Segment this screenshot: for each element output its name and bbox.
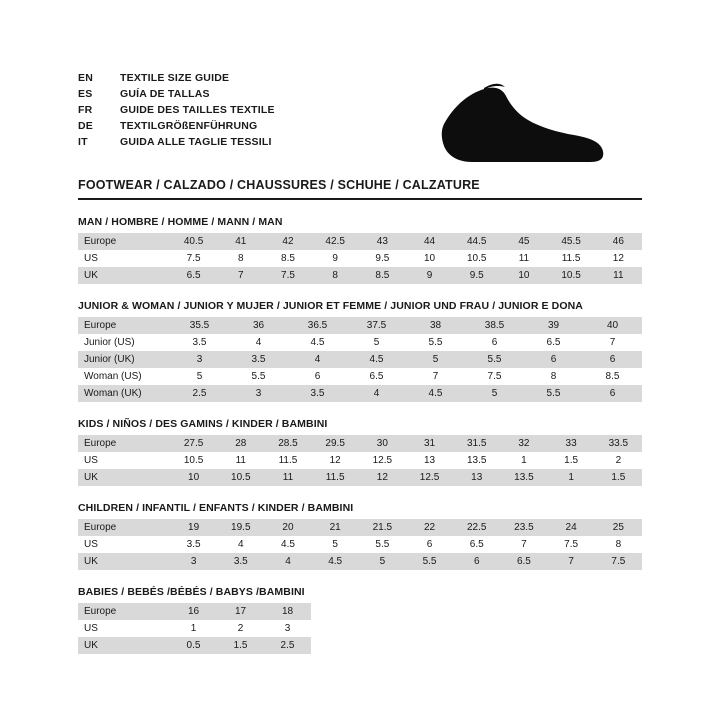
cell: 5.5 xyxy=(251,371,266,382)
language-code: FR xyxy=(78,104,93,116)
cell: 2 xyxy=(615,455,622,466)
section-title: JUNIOR & WOMAN / JUNIOR Y MUJER / JUNIOR ET FEMME / JUNIOR UND FRAU / JUNIOR E DONA xyxy=(78,300,583,312)
cell: 3.5 xyxy=(192,337,207,348)
cell: 3.5 xyxy=(229,351,288,368)
cell: 10.5 xyxy=(466,253,487,264)
language-row xyxy=(78,102,275,118)
cell: 3.5 xyxy=(288,385,347,402)
section-title: KIDS / NIÑOS / DES GAMINS / KINDER / BAMBINI xyxy=(78,418,328,430)
cell: 37.5 xyxy=(347,317,406,334)
cell: 16 xyxy=(170,603,217,620)
row-label: Woman (US) xyxy=(84,371,142,382)
cell: 10 xyxy=(423,253,436,264)
language-title: TEXTILGRÖßENFÜHRUNG xyxy=(120,120,258,132)
cell: 6.5 xyxy=(546,337,561,348)
cell: 7 xyxy=(609,337,616,348)
cell: 2.5 xyxy=(264,637,311,654)
cell: 3 xyxy=(170,553,217,570)
cell: 22 xyxy=(406,519,453,536)
cell: 3 xyxy=(229,385,288,402)
cell: 12 xyxy=(612,253,624,264)
table-row xyxy=(78,637,311,654)
row-label: Junior (UK) xyxy=(78,351,170,368)
cell: 9 xyxy=(332,253,338,264)
section-junior-woman xyxy=(78,300,642,402)
cell: 29.5 xyxy=(312,435,359,452)
cell: 10.5 xyxy=(548,267,595,284)
cell: 12.5 xyxy=(406,469,453,486)
cell: 31.5 xyxy=(453,435,500,452)
size-table-babies xyxy=(78,603,311,654)
size-table-man xyxy=(78,233,642,284)
header-divider xyxy=(78,198,642,200)
language-title: GUIDA ALLE TAGLIE TESSILI xyxy=(120,136,272,148)
cell: 6 xyxy=(491,337,498,348)
cell: 28 xyxy=(217,435,264,452)
section-children xyxy=(78,502,642,570)
table-row xyxy=(78,469,642,486)
table-row xyxy=(78,317,642,334)
table-row xyxy=(78,553,642,570)
header xyxy=(78,70,642,162)
row-label: US xyxy=(84,623,98,634)
table-row xyxy=(78,267,642,284)
cell: 1.5 xyxy=(564,455,579,466)
table-row xyxy=(78,368,642,385)
cell: 11 xyxy=(264,469,311,486)
cell: 44.5 xyxy=(453,233,500,250)
cell: 0.5 xyxy=(170,637,217,654)
cell: 5.5 xyxy=(406,553,453,570)
cell: 27.5 xyxy=(170,435,217,452)
cell: 3.5 xyxy=(186,539,201,550)
cell: 25 xyxy=(595,519,642,536)
cell: 7.5 xyxy=(186,253,201,264)
cell: 6 xyxy=(583,351,642,368)
cell: 8 xyxy=(550,371,557,382)
cell: 1.5 xyxy=(595,469,642,486)
cell: 22.5 xyxy=(453,519,500,536)
cell: 42 xyxy=(264,233,311,250)
cell: 32 xyxy=(500,435,547,452)
cell: 19 xyxy=(170,519,217,536)
category-title: FOOTWEAR / CALZADO / CHAUSSURES / SCHUHE / CALZATURE xyxy=(78,178,480,192)
cell: 7 xyxy=(432,371,439,382)
row-label: US xyxy=(84,539,98,550)
language-title: GUIDE DES TAILLES TEXTILE xyxy=(120,104,275,116)
cell: 11.5 xyxy=(561,253,581,264)
language-title-table xyxy=(78,70,275,150)
table-row xyxy=(78,250,642,267)
language-title: TEXTILE SIZE GUIDE xyxy=(120,72,230,84)
table-row xyxy=(78,435,642,452)
cell: 7 xyxy=(548,553,595,570)
cell: 5.5 xyxy=(524,385,583,402)
dress-shoe-icon xyxy=(432,78,632,168)
cell: 5 xyxy=(406,351,465,368)
cell: 31 xyxy=(406,435,453,452)
cell: 8.5 xyxy=(359,267,406,284)
cell: 4.5 xyxy=(281,539,295,550)
cell: 13.5 xyxy=(466,455,487,466)
cell: 45 xyxy=(500,233,547,250)
cell: 4 xyxy=(288,351,347,368)
language-code: DE xyxy=(78,120,93,132)
cell: 10 xyxy=(170,469,217,486)
cell: 3 xyxy=(284,623,291,634)
row-label: UK xyxy=(78,553,170,570)
row-label: Europe xyxy=(78,603,170,620)
cell: 45.5 xyxy=(548,233,595,250)
language-row xyxy=(78,134,275,150)
table-row xyxy=(78,536,642,553)
cell: 6 xyxy=(314,371,321,382)
table-row xyxy=(78,620,311,637)
cell: 40 xyxy=(583,317,642,334)
cell: 5 xyxy=(359,553,406,570)
cell: 4.5 xyxy=(312,553,359,570)
cell: 5.5 xyxy=(375,539,390,550)
cell: 6.5 xyxy=(469,539,484,550)
cell: 8 xyxy=(312,267,359,284)
cell: 39 xyxy=(524,317,583,334)
cell: 4 xyxy=(238,539,244,550)
table-row xyxy=(78,334,642,351)
cell: 40.5 xyxy=(170,233,217,250)
cell: 6 xyxy=(583,385,642,402)
cell: 5 xyxy=(465,385,524,402)
row-label: US xyxy=(84,455,98,466)
cell: 2 xyxy=(237,623,244,634)
section-title: CHILDREN / INFANTIL / ENFANTS / KINDER / BAMBINI xyxy=(78,502,354,514)
cell: 20 xyxy=(264,519,311,536)
cell: 3 xyxy=(170,351,229,368)
cell: 1.5 xyxy=(217,637,264,654)
language-code: ES xyxy=(78,88,93,100)
cell: 8 xyxy=(615,539,622,550)
cell: 6.5 xyxy=(369,371,384,382)
section-man xyxy=(78,216,642,284)
cell: 5 xyxy=(196,371,203,382)
cell: 10.5 xyxy=(217,469,264,486)
cell: 11.5 xyxy=(278,455,298,466)
row-label: Europe xyxy=(78,317,170,334)
language-code: EN xyxy=(78,72,93,84)
cell: 42.5 xyxy=(312,233,359,250)
cell: 13.5 xyxy=(500,469,547,486)
table-row xyxy=(78,519,642,536)
cell: 4.5 xyxy=(406,385,465,402)
cell: 38.5 xyxy=(465,317,524,334)
cell: 8.5 xyxy=(281,253,295,264)
row-label: Junior (US) xyxy=(84,337,135,348)
cell: 19.5 xyxy=(217,519,264,536)
cell: 7.5 xyxy=(487,371,502,382)
language-row xyxy=(78,118,275,134)
cell: 5.5 xyxy=(428,337,443,348)
row-label: UK xyxy=(78,267,170,284)
table-row xyxy=(78,385,642,402)
cell: 6.5 xyxy=(170,267,217,284)
cell: 33 xyxy=(548,435,595,452)
cell: 13 xyxy=(423,455,436,466)
cell: 38 xyxy=(406,317,465,334)
cell: 5 xyxy=(373,337,380,348)
cell: 10.5 xyxy=(183,455,204,466)
cell: 43 xyxy=(359,233,406,250)
cell: 12 xyxy=(329,455,341,466)
cell: 35.5 xyxy=(170,317,229,334)
cell: 6 xyxy=(524,351,583,368)
cell: 8.5 xyxy=(605,371,620,382)
table-row xyxy=(78,603,311,620)
cell: 9.5 xyxy=(375,253,390,264)
cell: 24 xyxy=(548,519,595,536)
cell: 6 xyxy=(453,553,500,570)
cell: 6 xyxy=(426,539,433,550)
cell: 13 xyxy=(453,469,500,486)
row-label: Europe xyxy=(78,435,170,452)
section-kids xyxy=(78,418,642,486)
cell: 4 xyxy=(347,385,406,402)
cell: 7.5 xyxy=(595,553,642,570)
cell: 10 xyxy=(500,267,547,284)
cell: 33.5 xyxy=(595,435,642,452)
cell: 1 xyxy=(521,455,527,466)
cell: 4 xyxy=(255,337,262,348)
size-table-children xyxy=(78,519,642,570)
cell: 36 xyxy=(229,317,288,334)
cell: 17 xyxy=(217,603,264,620)
cell: 6.5 xyxy=(500,553,547,570)
cell: 7.5 xyxy=(264,267,311,284)
language-rows xyxy=(78,70,275,150)
cell: 11 xyxy=(235,455,246,466)
cell: 4.5 xyxy=(347,351,406,368)
section-title: BABIES / BEBÉS /BÉBÉS / BABYS /BAMBINI xyxy=(78,586,305,598)
cell: 18 xyxy=(264,603,311,620)
cell: 5.5 xyxy=(465,351,524,368)
cell: 4 xyxy=(264,553,311,570)
cell: 41 xyxy=(217,233,264,250)
row-label: Woman (UK) xyxy=(78,385,170,402)
table-row xyxy=(78,233,642,250)
cell: 1 xyxy=(190,623,197,634)
language-row xyxy=(78,70,275,86)
row-label: Europe xyxy=(78,233,170,250)
language-title: GUÍA DE TALLAS xyxy=(120,88,210,100)
cell: 2.5 xyxy=(170,385,229,402)
cell: 46 xyxy=(595,233,642,250)
cell: 44 xyxy=(406,233,453,250)
cell: 3.5 xyxy=(217,553,264,570)
table-row xyxy=(78,452,642,469)
row-label: US xyxy=(84,253,98,264)
cell: 7 xyxy=(521,539,527,550)
language-row xyxy=(78,86,275,102)
cell: 5 xyxy=(332,539,338,550)
cell: 8 xyxy=(238,253,244,264)
row-label: UK xyxy=(78,469,170,486)
cell: 9.5 xyxy=(453,267,500,284)
cell: 12.5 xyxy=(372,455,393,466)
cell: 12 xyxy=(359,469,406,486)
cell: 4.5 xyxy=(310,337,325,348)
cell: 7.5 xyxy=(564,539,579,550)
row-label: UK xyxy=(78,637,170,654)
size-table-kids xyxy=(78,435,642,486)
cell: 11 xyxy=(595,267,642,284)
cell: 9 xyxy=(406,267,453,284)
cell: 11.5 xyxy=(312,469,359,486)
cell: 23.5 xyxy=(500,519,547,536)
row-label: Europe xyxy=(78,519,170,536)
cell: 30 xyxy=(359,435,406,452)
table-row xyxy=(78,351,642,368)
language-code: IT xyxy=(78,136,88,148)
section-title: MAN / HOMBRE / HOMME / MANN / MAN xyxy=(78,216,283,228)
section-babies xyxy=(78,586,642,654)
cell: 21 xyxy=(312,519,359,536)
size-table-junior-woman xyxy=(78,317,642,402)
cell: 11 xyxy=(518,253,530,264)
cell: 36.5 xyxy=(288,317,347,334)
cell: 21.5 xyxy=(359,519,406,536)
cell: 1 xyxy=(548,469,595,486)
cell: 28.5 xyxy=(264,435,311,452)
cell: 7 xyxy=(217,267,264,284)
